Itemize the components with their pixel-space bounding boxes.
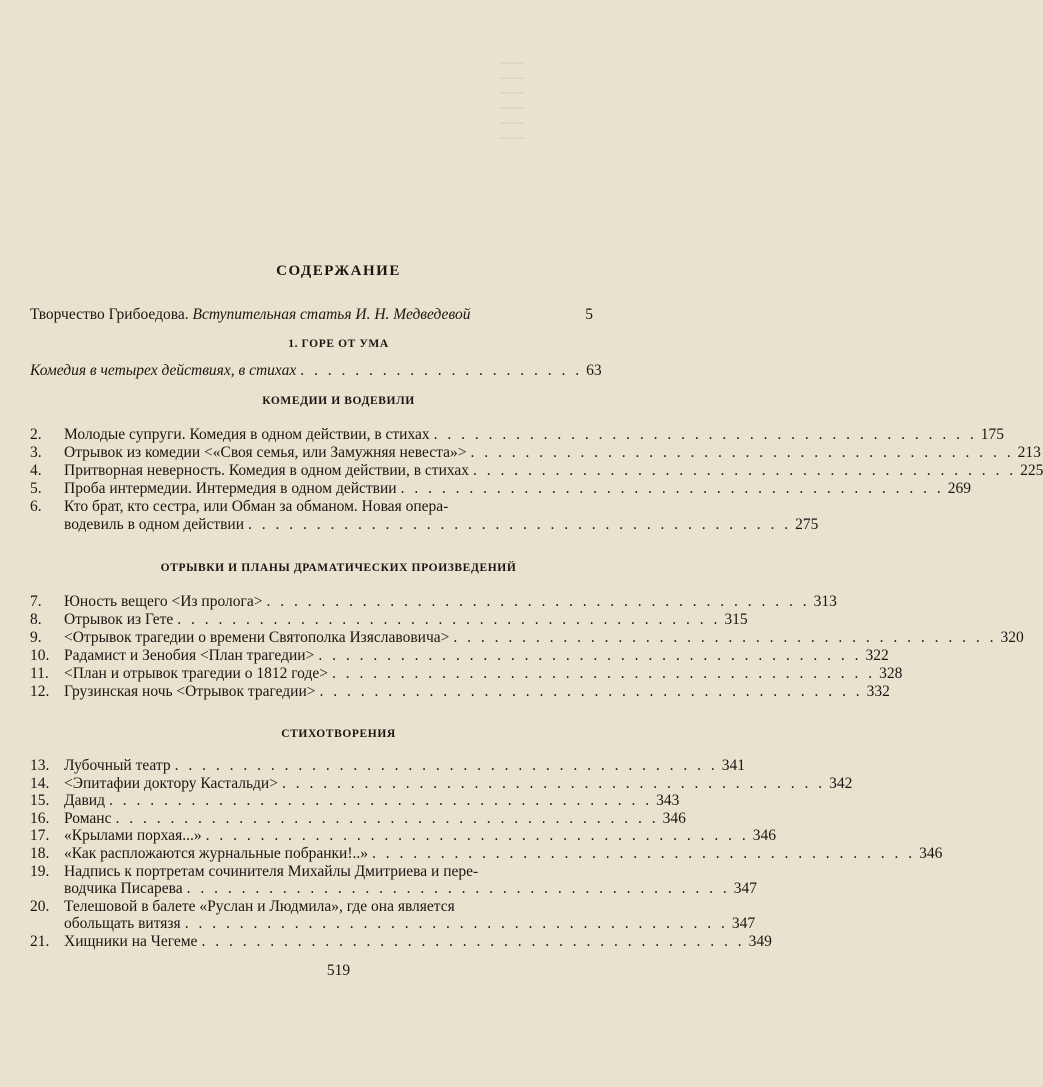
leader: . . . . . . . . . . . . . . . . . . . . . . . . . . . . . . . . . . . . . . . .: [281, 774, 826, 792]
leader: . . . . . . . . . . . . . . . . . . . . . . . . . . . . . . . . . . . . . . . .: [318, 647, 862, 664]
entry-text: 21. Хищники на Чегеме: [30, 933, 198, 950]
page-number: 5: [585, 306, 593, 323]
toc-entry: [30, 480, 971, 497]
page-number: 315: [724, 611, 748, 628]
page-number: 346: [752, 827, 776, 845]
page-number: 322: [865, 647, 889, 664]
toc-entry: [30, 462, 1043, 479]
toc-entry: [30, 792, 680, 810]
toc-entry: [30, 665, 903, 682]
entry-number: 20.: [30, 897, 50, 915]
entry-text: водчика Писарева: [64, 880, 183, 898]
toc-entry: [30, 827, 776, 845]
entry-number: 19.: [30, 862, 50, 880]
entry-number: 18.: [30, 845, 50, 862]
entry-text: 11. <План и отрывок трагедии о 1812 годе>: [30, 665, 328, 682]
leader: . . . . . . . . . . . . . . . . . . . . . . . . . . . . . . . . . . . . . . . .: [331, 665, 876, 682]
entry-continuation: [64, 880, 757, 898]
entry-number: 4.: [30, 462, 42, 479]
entry-number: 2.: [30, 426, 42, 443]
entry-number: 17.: [30, 827, 50, 845]
entry-number: 13.: [30, 757, 50, 774]
toc-entry: [30, 898, 593, 915]
page-title: СОДЕРЖАНИЕ: [276, 263, 401, 279]
entry-text: 7. Юность вещего <Из пролога>: [30, 593, 263, 610]
page-number: 175: [980, 426, 1005, 443]
entry-number: 16.: [30, 809, 50, 827]
page-number: 346: [662, 809, 686, 827]
leader: . . . . . . . . . . . . . . . . . . . . . . . . . . . . . . . . . . . . . . . .: [174, 757, 718, 774]
page-number: 347: [733, 880, 757, 898]
leader: . . . . . . . . . . . . . . . . . . . . . . . . . . . . . . . . . . . . . . . .: [201, 933, 745, 950]
entry-text: 2. Молодые супруги. Комедия в одном действии, в стихах: [30, 426, 430, 443]
section-heading-fragments: ОТРЫВКИ И ПЛАНЫ ДРАМАТИЧЕСКИХ ПРОИЗВЕДЕНИЙ: [160, 562, 517, 574]
toc-entry: [30, 498, 593, 515]
intro-entry: [30, 306, 593, 323]
leader: . . . . . . . . . . . . . . . . . . . . . . . . . . . . . . . . . . . . . . . .: [400, 480, 944, 497]
entry-text: 20. Телешовой в балете «Руслан и Людмила», где она является: [30, 897, 455, 915]
entry-number: 9.: [30, 629, 42, 646]
leader: . . . . . . . . . . . . . . . . . . . . . . . . . . . . . . . . . . . . . . . .: [372, 845, 916, 862]
entry-text: 6. Кто брат, кто сестра, или Обман за обманом. Новая опера-: [30, 498, 449, 515]
entry-text: Комедия в четырех действиях, в стихах: [30, 362, 297, 379]
entry-text: обольщать витязя: [64, 915, 181, 933]
page-number: 328: [879, 665, 903, 682]
entry-number: 10.: [30, 647, 50, 664]
entry-text: 12. Грузинская ночь <Отрывок трагедии>: [30, 683, 316, 700]
toc-entry: [30, 863, 593, 880]
leader: . . . . . . . . . . . . . . . . . . . . . . . . . . . . . . . . . . . . . . . .: [248, 516, 792, 533]
entry-number: 21.: [30, 933, 50, 950]
entry-text: 10. Радамист и Зенобия <План трагедии>: [30, 647, 315, 664]
leader: . . . . . . . . . . . . . . . . . . . . . . . . . . . . . . . . . . . . . . . .: [108, 792, 653, 810]
section-heading-gore: 1. ГОРЕ ОТ УМА: [288, 338, 389, 350]
entry-continuation: [64, 516, 819, 533]
page-number: 342: [829, 774, 853, 792]
page-number: 313: [813, 593, 837, 610]
entry-number: 5.: [30, 480, 42, 497]
page-number: 341: [721, 757, 745, 774]
gore-entry: [30, 362, 602, 379]
page-number: 225: [1020, 462, 1043, 479]
entry-text: 16. Романс: [30, 809, 112, 827]
entry-text: водевиль в одном действии: [64, 516, 245, 533]
entry-number: 6.: [30, 498, 42, 515]
bleed-through-text: ------ ------ ------ ------ ------ ------: [500, 55, 524, 144]
entry-text: 18. «Как распложаются журнальные побранки!..»: [30, 845, 369, 862]
entry-text: 17. «Крылами порхая...»: [30, 827, 202, 845]
entry-number: 14.: [30, 774, 50, 792]
entry-continuation: [64, 915, 756, 933]
leader: . . . . . . . . . . . . . . . . . . . . . . . . . . . . . . . . . . . . . . . .: [433, 426, 977, 443]
entry-number: 8.: [30, 611, 42, 628]
leader: . . . . . . . . . . . . . . . . . . . . . . . . . . . . . . . . . . . . . . . .: [205, 827, 749, 845]
toc-entry: [30, 809, 686, 827]
page-folio: 519: [326, 962, 351, 979]
toc-entry: [30, 774, 853, 792]
entry-number: 7.: [30, 593, 42, 610]
leader: . . . . . . . . . . . . . . . . . . . . . . . . . . . . . . . . . . . . . . . .: [184, 915, 728, 933]
toc-entry: [30, 683, 890, 700]
toc-entry: [30, 647, 889, 664]
leader: . . . . . . . . . . . . . . . . . . . . . . . . . . . . . . . . . . . . . . . .: [470, 444, 1014, 461]
entry-number: 15.: [30, 792, 50, 810]
section-heading-comedies: КОМЕДИИ И ВОДЕВИЛИ: [262, 395, 415, 407]
page-number: 347: [731, 915, 756, 933]
page-number: 275: [795, 516, 819, 533]
leader: . . . . . . . . . . . . . . . . . . . . .: [300, 362, 583, 379]
page-number: 349: [748, 933, 772, 950]
leader: . . . . . . . . . . . . . . . . . . . . . . . . . . . . . . . . . . . . . . . .: [177, 611, 721, 628]
leader: . . . . . . . . . . . . . . . . . . . . . . . . . . . . . . . . . . . . . . . .: [115, 809, 659, 827]
toc-entry: [30, 845, 943, 862]
intro-text: Творчество Грибоедова. Вступительная статья И. Н. Медведевой: [30, 306, 471, 323]
entry-text: 9. <Отрывок трагедии о времени Святополка Изяславовича>: [30, 629, 450, 646]
entry-number: 3.: [30, 444, 42, 461]
page-number: 269: [947, 480, 971, 497]
page-number: 213: [1017, 444, 1041, 461]
entry-number: 11.: [30, 665, 49, 682]
entry-text: 14. <Эпитафии доктору Кастальди>: [30, 774, 278, 792]
toc-entry: [30, 593, 837, 610]
entry-text: 19. Надпись к портретам сочинителя Михайлы Дмитриева и пере-: [30, 862, 479, 880]
page-number: 320: [1000, 629, 1024, 646]
entry-text: 3. Отрывок из комедии <«Своя семья, или Замужняя невеста»>: [30, 444, 467, 461]
toc-entry: [30, 757, 745, 774]
entry-text: 4. Притворная неверность. Комедия в одном действии, в стихах: [30, 462, 470, 479]
page-number: 346: [919, 845, 943, 862]
entry-text: 5. Проба интермедии. Интермедия в одном действии: [30, 480, 397, 497]
toc-entry: [30, 611, 748, 628]
entry-text: 13. Лубочный театр: [30, 757, 171, 774]
leader: . . . . . . . . . . . . . . . . . . . . . . . . . . . . . . . . . . . . . . . .: [453, 629, 997, 646]
page-number: 343: [656, 792, 680, 810]
leader: . . . . . . . . . . . . . . . . . . . . . . . . . . . . . . . . . . . . . . . .: [319, 683, 863, 700]
toc-entry: [30, 629, 1024, 646]
entry-text: 8. Отрывок из Гете: [30, 611, 174, 628]
toc-entry: [30, 426, 1005, 443]
section-heading-poems: СТИХОТВОРЕНИЯ: [281, 728, 396, 740]
entry-number: 12.: [30, 683, 50, 700]
leader: . . . . . . . . . . . . . . . . . . . . . . . . . . . . . . . . . . . . . . . .: [266, 593, 810, 610]
leader: . . . . . . . . . . . . . . . . . . . . . . . . . . . . . . . . . . . . . . . .: [186, 880, 730, 898]
page-number: 332: [866, 683, 890, 700]
toc-entry: [30, 444, 1041, 461]
page-number: 63: [586, 362, 602, 379]
entry-text: 15. Давид: [30, 792, 105, 810]
toc-entry: [30, 933, 772, 950]
leader: . . . . . . . . . . . . . . . . . . . . . . . . . . . . . . . . . . . . . . . .: [473, 462, 1017, 479]
